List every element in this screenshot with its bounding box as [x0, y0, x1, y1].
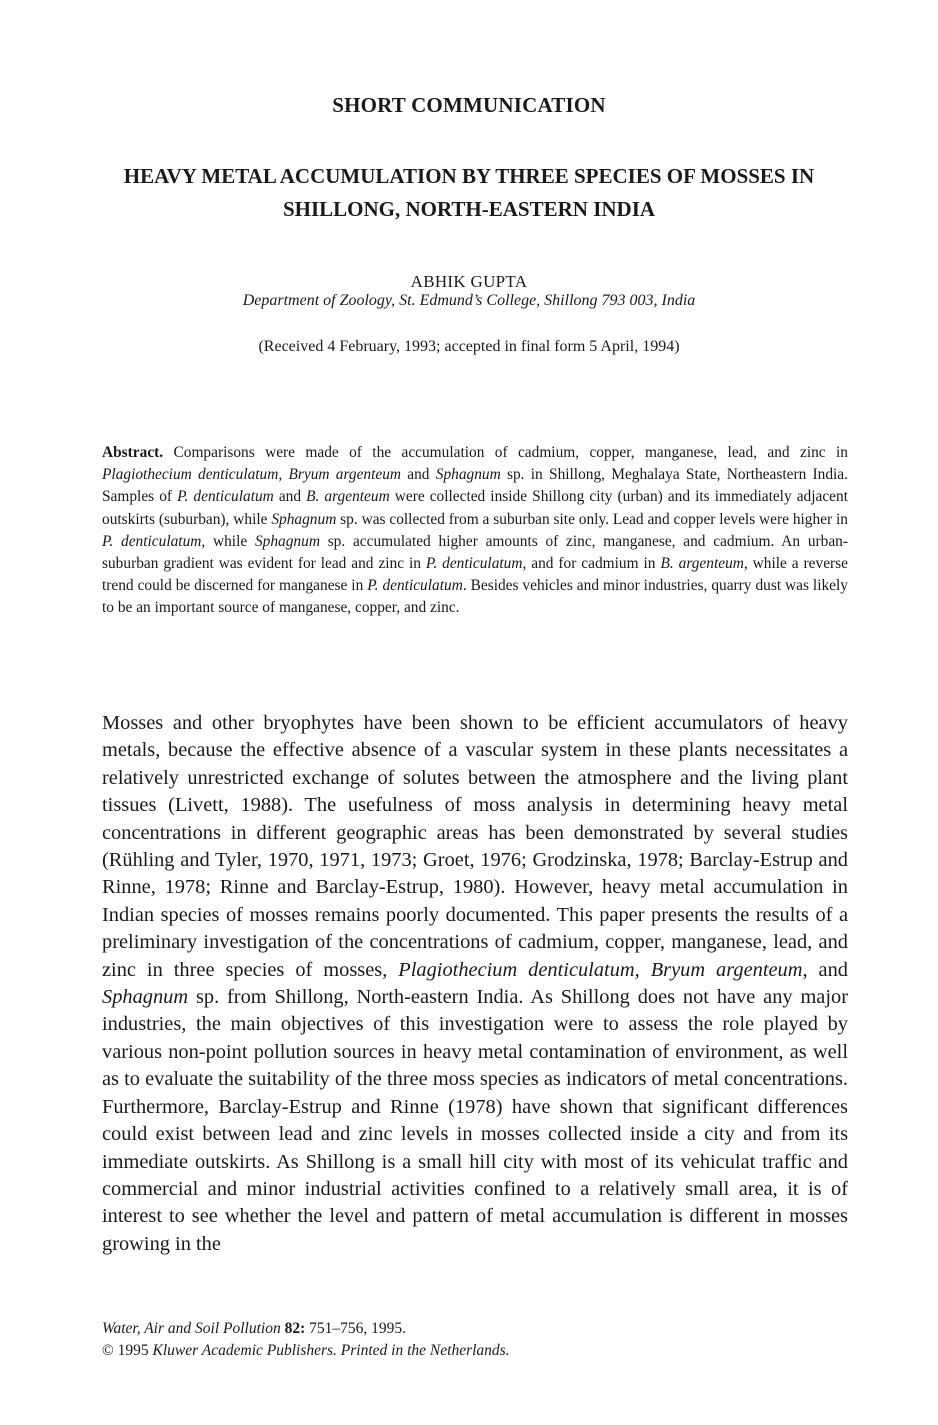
body-paragraph: [102, 710, 848, 1258]
author-affiliation: Department of Zoology, St. Edmund’s College, Shillong 793 003, India: [242, 292, 696, 309]
body-text: , and: [802, 958, 848, 981]
abstract-text: . Besides vehicles and minor industries, quarry dust was likely to be an important source of manganese, copper, and zinc.: [102, 577, 848, 617]
journal-pages: 751–756, 1995.: [305, 1320, 406, 1337]
article-title: HEAVY METAL ACCUMULATION BY THREE SPECIES OF MOSSES IN SHILLONG, NORTH-EASTERN INDIA: [123, 164, 815, 221]
abstract-text: sp. was collected from a suburban site only. Lead and copper levels were higher in: [336, 510, 848, 528]
journal-citation: [102, 1318, 848, 1340]
abstract-species: P. denticulatum: [425, 555, 523, 573]
abstract-text: sp. in Shillong, Meghalaya State, Northeastern India. Samples of: [102, 466, 848, 506]
abstract-text: Comparisons were made of the accumulation of cadmium, copper, manganese, lead, and zinc in: [163, 444, 848, 461]
abstract-species: Sphagnum: [271, 510, 337, 528]
abstract-species: Plagiothecium denticulatum, Bryum argenteum: [102, 466, 402, 484]
section-label: SHORT COMMUNICATION: [332, 93, 606, 117]
received-dates: (Received 4 February, 1993; accepted in final form 5 April, 1994): [258, 338, 680, 355]
copyright-year: 1995: [113, 1342, 153, 1359]
publisher: Kluwer Academic Publishers. Printed in the Netherlands.: [152, 1342, 510, 1359]
abstract-label: Abstract.: [102, 444, 164, 461]
abstract-text: were collected inside Shillong city (urban) and its immediately adjacent outskirts (suburban), while: [102, 488, 848, 528]
body-species: Sphagnum: [102, 986, 189, 1009]
abstract-text: and: [401, 466, 436, 484]
abstract-species: B. argenteum: [660, 555, 744, 573]
abstract: [102, 442, 848, 620]
citation-footer: [102, 1318, 848, 1362]
copyright-line: [102, 1340, 848, 1362]
abstract-species: P. denticulatum: [177, 488, 274, 506]
journal-name: Water, Air and Soil Pollution: [102, 1320, 281, 1337]
abstract-species: Sphagnum: [254, 532, 320, 550]
abstract-text: , while: [201, 532, 255, 550]
copyright-icon: ©: [102, 1342, 114, 1359]
abstract-species: P. denticulatum: [367, 577, 463, 595]
author-name: ABHIK GUPTA: [410, 272, 528, 291]
abstract-species: Sphagnum: [435, 466, 501, 484]
body-text: sp. from Shillong, North-eastern India. As Shillong does not have any major industries, the main objectives of this investigation were to assess the role played by various non-point pollution sources in heavy metal contamination of environment, as well as to evaluate the suitability of the three moss species as indicators of metal concentrations. Furthermore, Barclay-Estrup and Rinne (1978) have shown that significant differences could exist between lead and zinc levels in mosses collected inside a city and from its immediate outskirts. As Shillong is a small hill city with most of its vehiculat traffic and commercial and minor industrial activities confined to a relatively small area, it is of interest to see whether the level and pattern of metal accumulation is different in mosses growing in the: [102, 986, 848, 1255]
journal-volume: 82:: [284, 1320, 306, 1337]
abstract-text: and: [273, 488, 307, 506]
abstract-species: B. argenteum: [306, 488, 390, 506]
abstract-text: , while a reverse trend could be discerned for manganese in: [102, 555, 848, 595]
abstract-species: P. denticulatum: [102, 532, 202, 550]
body-text: Mosses and other bryophytes have been shown to be efficient accumulators of heavy metals, because the effective absence of a vascular system in these plants necessitates a relatively unrestricted exchange of solutes between the atmosphere and the living plant tissues (Livett, 1988). The usefulness of moss analysis in determining heavy metal concentrations in different geographic areas has been demonstrated by several studies (Rühling and Tyler, 1970, 1971, 1973; Groet, 1976; Grodzinska, 1978; Barclay-Estrup and Rinne, 1978; Rinne and Barclay-Estrup, 1980). However, heavy metal accumulation in Indian species of mosses remains poorly documented. This paper presents the results of a preliminary investigation of the concentrations of cadmium, copper, manganese, lead, and zinc in three species of mosses,: [102, 712, 848, 981]
body-species: Plagiothecium denticulatum, Bryum argenteum: [398, 958, 803, 981]
abstract-text: sp. accumulated higher amounts of zinc, manganese, and cadmium. An urban-suburban gradient was evident for lead and zinc in: [102, 532, 848, 573]
abstract-text: , and for cadmium in: [522, 555, 661, 573]
